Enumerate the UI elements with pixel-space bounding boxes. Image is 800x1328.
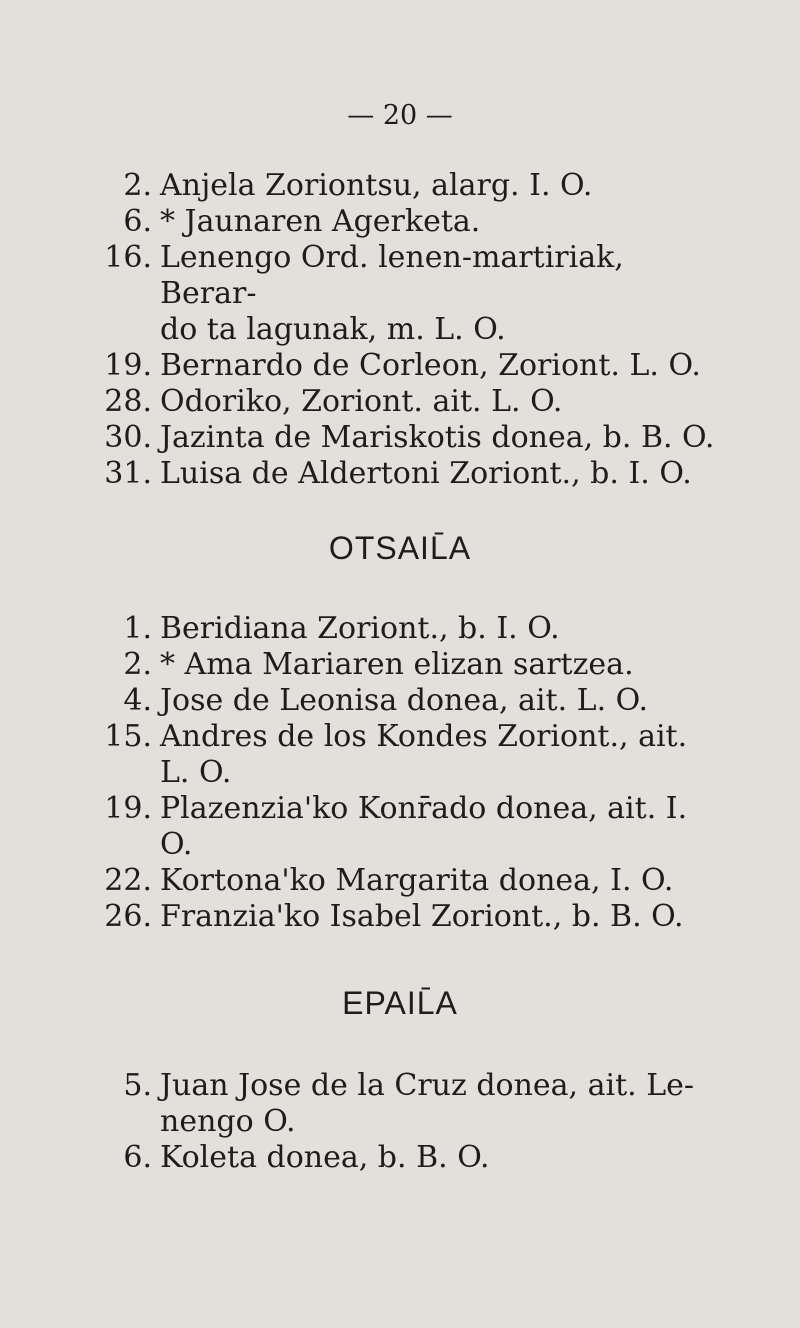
entry-text — [160, 1068, 720, 1140]
list-item — [100, 899, 720, 935]
entry-text: Anjela Zoriontsu, alarg. I. O. — [160, 168, 593, 203]
list-item — [100, 863, 720, 899]
entry-day: 2. — [123, 647, 152, 682]
entry-text-line: Lenengo Ord. lenen-martiriak, Berar- — [160, 240, 624, 311]
list-item — [100, 240, 720, 348]
section-january-list — [100, 168, 720, 492]
entry-day: 16. — [104, 240, 152, 275]
list-item — [100, 791, 720, 863]
section-otsaila-list — [100, 611, 720, 935]
list-item — [100, 683, 720, 719]
entry-text: Jazinta de Mariskotis donea, b. B. O. — [160, 420, 715, 455]
entry-text: Jose de Leonisa donea, ait. L. O. — [160, 683, 649, 718]
list-item — [100, 420, 720, 456]
entry-day: 6. — [123, 204, 152, 239]
list-item — [100, 1068, 720, 1140]
entry-day: 30. — [104, 420, 152, 455]
entry-text: Beridiana Zoriont., b. I. O. — [160, 611, 560, 646]
entry-day: 6. — [123, 1140, 152, 1175]
section-heading-epaila: EPAIL̄A — [342, 985, 458, 1021]
entry-text: * Ama Mariaren elizan sartzea. — [160, 647, 634, 682]
entry-day: 4. — [123, 683, 152, 718]
page-number: — 20 — — [347, 100, 453, 131]
entry-text: Odoriko, Zoriont. ait. L. O. — [160, 384, 563, 419]
entry-text — [160, 240, 720, 348]
list-item — [100, 1140, 720, 1176]
entry-day: 19. — [104, 348, 152, 383]
entry-text-continuation: do ta lagunak, m. L. O. — [160, 312, 506, 347]
list-item — [100, 611, 720, 647]
entry-day: 28. — [104, 384, 152, 419]
list-item — [100, 204, 720, 240]
entry-day: 26. — [104, 899, 152, 934]
list-item — [100, 168, 720, 204]
list-item — [100, 719, 720, 791]
entry-day: 22. — [104, 863, 152, 898]
entry-text: * Jaunaren Agerketa. — [160, 204, 481, 239]
entry-day: 1. — [123, 611, 152, 646]
list-item — [100, 384, 720, 420]
entry-text: Plazenzia'ko Konr̄ado donea, ait. I. O. — [160, 791, 688, 862]
entry-day: 5. — [123, 1068, 152, 1103]
entry-text: Luisa de Aldertoni Zoriont., b. I. O. — [160, 456, 692, 491]
list-item — [100, 647, 720, 683]
entry-day: 15. — [104, 719, 152, 754]
entry-day: 31. — [104, 456, 152, 491]
entry-text-continuation: nengo O. — [160, 1104, 296, 1139]
entry-text-line: Juan Jose de la Cruz donea, ait. Le- — [160, 1068, 695, 1103]
entry-text-line: Andres de los Kondes Zoriont., ait. — [160, 719, 688, 754]
section-epaila-list — [100, 1068, 720, 1176]
entry-text: Koleta donea, b. B. O. — [160, 1140, 490, 1175]
entry-text: Franzia'ko Isabel Zoriont., b. B. O. — [160, 899, 684, 934]
entry-text: Bernardo de Corleon, Zoriont. L. O. — [160, 348, 701, 383]
entry-day: 2. — [123, 168, 152, 203]
entry-text-continuation: L. O. — [160, 755, 232, 790]
list-item — [100, 456, 720, 492]
entry-day: 19. — [104, 791, 152, 826]
list-item — [100, 348, 720, 384]
entry-text — [160, 719, 720, 791]
section-heading-otsaila: OTSAIL̄A — [328, 530, 472, 566]
entry-text: Kortona'ko Margarita donea, I. O. — [160, 863, 674, 898]
